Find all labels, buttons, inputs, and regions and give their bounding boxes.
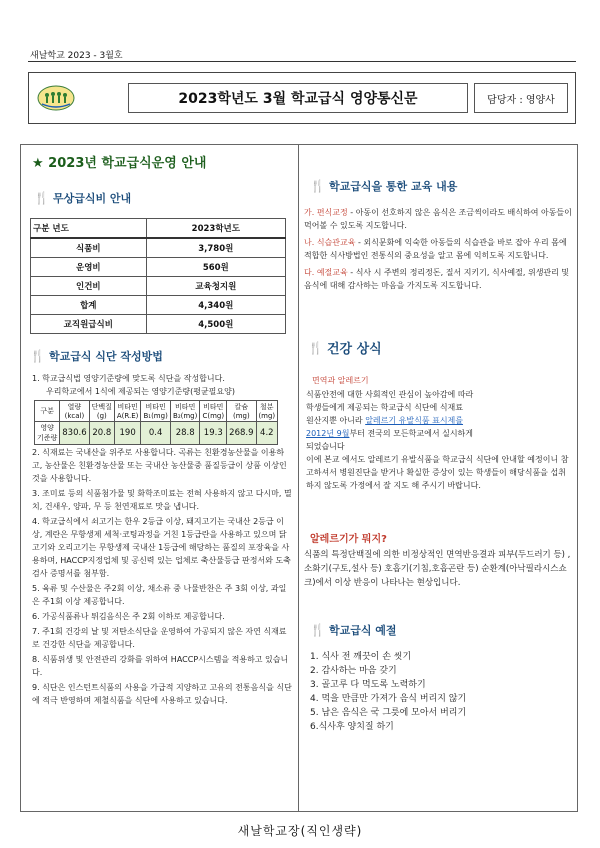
item-label: 나. 식습관교육 bbox=[304, 238, 356, 247]
menu-item-1-sub: 우리학교에서 1식에 제공되는 영양기준량(평균필요양) bbox=[46, 387, 235, 396]
row-label: 식품비 bbox=[31, 238, 147, 258]
list-item: 1. 식사 전 깨끗이 손 씻기 bbox=[310, 652, 412, 662]
allergy-text bbox=[306, 388, 572, 492]
nut-value: 19.3 bbox=[200, 422, 227, 445]
column-divider bbox=[298, 144, 299, 812]
row-value: 4,500원 bbox=[146, 315, 285, 334]
nut-value: 20.8 bbox=[89, 422, 114, 445]
etiquette-list bbox=[310, 650, 570, 734]
table-header-cell: 2023학년도 bbox=[146, 219, 285, 239]
list-item: 8. 식품위생 및 안전관리 강화를 위하여 HACCP시스템을 적용하고 있습니다. bbox=[32, 655, 289, 677]
nut-header: 칼슘 (mg) bbox=[227, 401, 257, 422]
nut-header: 철분 (mg) bbox=[256, 401, 277, 422]
nut-header: 비타민 B₁(mg) bbox=[141, 401, 171, 422]
allergy-line: 이에 본교 에서도 알레르기 유발식품을 학교급식 식단에 안내할 예정이니 참고하셔서 병원진단을 받거나 확실한 증상이 있는 학생들이 해당식품을 섭취하지 않도록 가정에서 잘 지도 해 주시기 바랍니다. bbox=[306, 455, 569, 490]
menu-item-1: 1. 학교급식법 영양기준량에 맞도록 식단을 작성합니다. bbox=[32, 374, 225, 383]
table-row bbox=[35, 401, 278, 422]
item-text: - 외식문화에 익숙한 아동들의 식습관을 바로 잡아 우리 몸에 적합한 식사방법인 전통식의 중요성을 알고 몸에 익히도록 지도합니다. bbox=[304, 238, 567, 260]
nut-value: 영양 기준량 bbox=[35, 422, 60, 445]
list-item: 4. 학교급식에서 쇠고기는 한우 2등급 이상, 돼지고기는 국내산 2등급 이상, 계란은 무항생제 세척·코팅과정을 거친 1등급란을 사용하고 있으며 닭고기와 오리고기는 무항생제 국내산 1등급에 해당하는 품질의 포장육을 사용하며, HACCP지정업체 및 공신력 있는 업체로 축산물등급 판정서와 도축검사 증명서를 첨부함. bbox=[32, 517, 291, 578]
list-item: 9. 식단은 인스턴트식품의 사용을 가급적 지양하고 고유의 전통음식을 식단에 적극 반영하며 제철식품을 식단에 사용하고 있습니다. bbox=[32, 683, 292, 705]
list-item bbox=[304, 236, 572, 262]
row-label: 합계 bbox=[31, 296, 147, 315]
nutrition-table bbox=[34, 400, 278, 445]
table-row bbox=[31, 315, 286, 334]
education-heading-text: 학교급식을 통한 교육 내용 bbox=[328, 180, 458, 193]
free-meal-heading bbox=[34, 190, 131, 206]
item-text: - 아동이 선호하지 않은 음식은 조금씩이라도 배식하여 아동들이 먹어볼 수 있도록 지도합니다. bbox=[304, 208, 572, 230]
list-item: 5. 남은 음식은 국 그릇에 모아서 버리기 bbox=[310, 708, 467, 718]
list-item: 3. 골고루 다 먹도록 노력하기 bbox=[310, 680, 426, 690]
nut-header: 비타민 A(R.E) bbox=[114, 401, 140, 422]
education-heading bbox=[310, 178, 457, 194]
dietitian-label: 담당자 : 영양사 bbox=[474, 83, 568, 113]
item-label: 다. 예절교육 bbox=[304, 268, 348, 277]
allergy-line-part: 부터 전국의 모든학교에서 실시하게 bbox=[349, 429, 474, 438]
table-row bbox=[31, 238, 286, 258]
etiquette-heading-text: 학교급식 예절 bbox=[328, 624, 397, 637]
nut-value: 190 bbox=[114, 422, 140, 445]
table-row bbox=[31, 296, 286, 315]
row-value: 3,780원 bbox=[146, 238, 285, 258]
table-row bbox=[31, 277, 286, 296]
spoon-fork-icon: 🍴 bbox=[310, 623, 325, 637]
free-meal-table bbox=[30, 218, 286, 334]
row-label: 교직원급식비 bbox=[31, 315, 147, 334]
allergy-line: 되었습니다 bbox=[306, 442, 345, 451]
spoon-fork-icon: 🍴 bbox=[310, 179, 325, 193]
nut-header: 단백질 (g) bbox=[89, 401, 114, 422]
nut-header: 비타민 C(mg) bbox=[200, 401, 227, 422]
school-issue: 새날학교 2023 - 3월호 bbox=[30, 51, 123, 61]
nut-header: 구분 bbox=[35, 401, 60, 422]
allergy-line bbox=[306, 414, 572, 427]
nut-header: 비타민 B₂(mg) bbox=[170, 401, 200, 422]
table-header-cell: 구분 년도 bbox=[31, 219, 147, 239]
spoon-fork-icon: 🍴 bbox=[34, 191, 49, 205]
allergy-line-part: 원산지뿐 아니라 bbox=[306, 416, 366, 425]
row-label: 운영비 bbox=[31, 258, 147, 277]
menu-method-heading bbox=[30, 348, 163, 364]
item-label: 가. 편식교정 bbox=[304, 208, 348, 217]
health-heading-text: 건강 상식 bbox=[326, 342, 382, 357]
menu-method-list bbox=[32, 446, 294, 707]
etiquette-heading bbox=[310, 622, 397, 638]
allergy-what-heading: 알레르기가 뭐지? bbox=[310, 534, 387, 545]
allergy-date-link[interactable]: 2012년 9월 bbox=[306, 429, 350, 438]
spoon-fork-icon: 🍴 bbox=[30, 349, 45, 363]
spoon-fork-icon: 🍴 bbox=[308, 340, 323, 355]
list-item: 2. 감사하는 마음 갖기 bbox=[310, 666, 397, 676]
list-item bbox=[304, 206, 572, 232]
nut-value: 830.6 bbox=[60, 422, 90, 445]
menu-method-heading-text: 학교급식 식단 작성방법 bbox=[48, 350, 163, 363]
principal-signature: 새날학교장(직인생략) bbox=[237, 824, 363, 838]
header-rule bbox=[28, 61, 576, 62]
education-list bbox=[304, 206, 572, 292]
page-title: 2023학년도 3월 학교급식 영양통신문 bbox=[128, 83, 468, 113]
nut-value: 0.4 bbox=[141, 422, 171, 445]
health-heading bbox=[308, 338, 382, 357]
allergy-line: 학생들에게 제공되는 학교급식 식단에 식재료 bbox=[306, 403, 464, 412]
allergy-line bbox=[306, 427, 572, 440]
list-item: 4. 먹을 만큼만 가져가 음식 버리지 않기 bbox=[310, 694, 467, 704]
list-item: 3. 조미료 등의 식품첨가물 및 화학조미료는 전혀 사용하지 않고 다시마, 멸치, 건새우, 양파, 무 등 천연재료로 맛을 냅니다. bbox=[32, 489, 292, 511]
list-item: 6.식사후 양치질 하기 bbox=[310, 722, 394, 732]
allergy-what-text: 식품의 특정단백질에 의한 비정상적인 면역반응결과 피부(두드러기 등) ,소화기(구토,설사 등) 호흡기(기침,호흡곤란 등) 순환계(아낙필라시스쇼크)에서 이상 반응이 나타나는 현상입니다. bbox=[304, 550, 571, 588]
nut-header: 열량 (kcal) bbox=[60, 401, 90, 422]
free-meal-heading-text: 무상급식비 안내 bbox=[52, 192, 132, 205]
list-item: 2. 식재료는 국내산을 위주로 사용합니다. 곡류는 친환경농산물을 이용하고, 농산물은 친환경농산물 또는 국내산 농산물중 품질등급이 상품 이상인 것을 사용합니다. bbox=[32, 448, 287, 483]
allergy-label: 면역과 알레르기 bbox=[312, 376, 369, 385]
list-item: 7. 주1회 건강의 날 및 저탄소식단을 운영하여 가공되지 않은 자연 식재료로 건강한 식단을 제공합니다. bbox=[32, 627, 287, 649]
allergy-line: 식품안전에 대한 사회적인 관심이 높아감에 따라 bbox=[306, 390, 474, 399]
row-value: 560원 bbox=[146, 258, 285, 277]
nut-value: 268.9 bbox=[227, 422, 257, 445]
list-item: 6. 가공식품류나 튀김음식은 주 2회 이하로 제공합니다. bbox=[32, 612, 225, 621]
nut-value: 28.8 bbox=[170, 422, 200, 445]
table-row bbox=[31, 258, 286, 277]
table-row bbox=[35, 422, 278, 445]
list-item bbox=[304, 266, 572, 292]
row-value: 교육청지원 bbox=[146, 277, 285, 296]
school-emblem-icon bbox=[36, 82, 76, 114]
row-label: 인건비 bbox=[31, 277, 147, 296]
row-value: 4,340원 bbox=[146, 296, 285, 315]
list-item: 5. 육류 및 수산물은 주2회 이상, 채소류 중 나물반찬은 주 3회 이상, 과일은 주1회 이상 제공합니다. bbox=[32, 584, 287, 606]
allergy-label-link[interactable]: 알레르기 유발식품 표시제를 bbox=[365, 416, 464, 425]
main-heading: ★ 2023년 학교급식운영 안내 bbox=[32, 156, 207, 171]
item-text: - 식사 시 주변의 정리정돈, 질서 지키기, 식사예절, 위생관리 및 음식에 대해 감사하는 마음을 가지도록 지도합니다. bbox=[304, 268, 570, 290]
nut-value: 4.2 bbox=[256, 422, 277, 445]
table-row bbox=[31, 219, 286, 239]
